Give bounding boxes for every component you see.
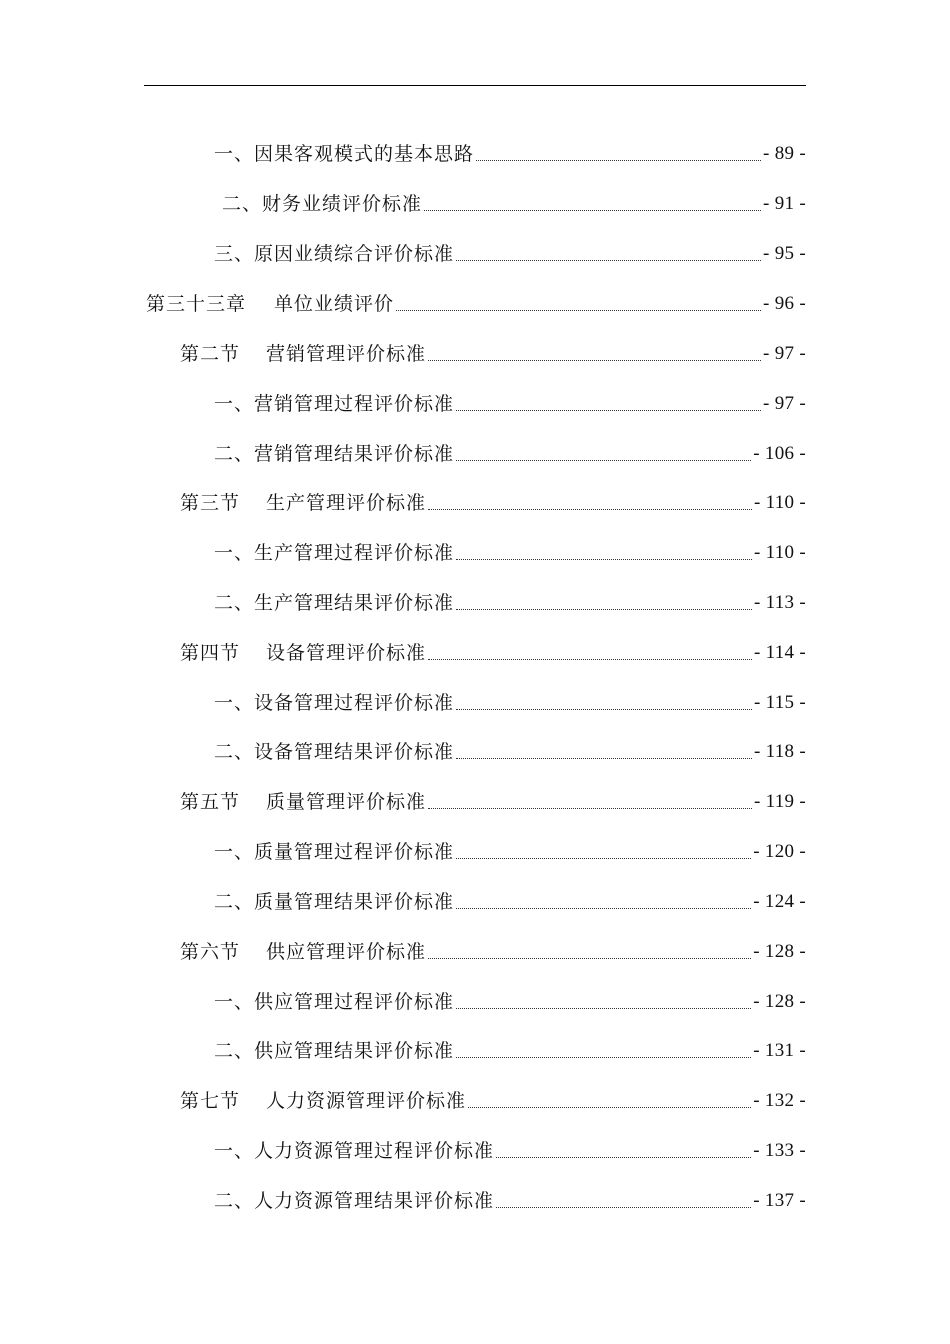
toc-entry-title: 营销管理评价标准 xyxy=(266,343,427,365)
toc-page-number: - 89 - xyxy=(763,143,806,164)
toc-entry-number: 二、 xyxy=(214,592,255,614)
toc-chapter-number: 第三十三章 xyxy=(146,293,247,315)
toc-entry-number: 二、 xyxy=(214,1040,255,1062)
dot-leader xyxy=(396,287,761,311)
toc-entry-label xyxy=(214,591,454,615)
toc-entry-title: 供应管理结果评价标准 xyxy=(254,1040,455,1062)
toc-entry-title: 设备管理评价标准 xyxy=(266,642,427,664)
toc-page-number: - 119 - xyxy=(753,791,806,812)
toc-entry-number: 三、 xyxy=(214,243,255,265)
toc-page-number: - 132 - xyxy=(753,1090,806,1111)
toc-entry-number: 一、 xyxy=(214,692,255,714)
toc-page-number: - 114 - xyxy=(753,642,806,663)
toc-page-number: - 115 - xyxy=(753,692,806,713)
dot-leader xyxy=(428,337,761,361)
toc-entry-title: 生产管理结果评价标准 xyxy=(254,592,455,614)
toc-entry-number: 二、 xyxy=(222,193,263,215)
dot-leader xyxy=(456,835,751,859)
toc-entry[interactable] xyxy=(214,984,806,1014)
toc-page-number: - 96 - xyxy=(763,293,806,314)
toc-entry-title: 财务业绩评价标准 xyxy=(262,193,423,215)
toc-entry-title: 生产管理评价标准 xyxy=(266,492,427,514)
toc-page-number: - 97 - xyxy=(763,393,806,414)
toc-page-number: - 110 - xyxy=(753,542,806,563)
toc-entry[interactable] xyxy=(214,685,806,715)
toc-page-number: - 124 - xyxy=(753,891,806,912)
toc-entry-number: 二、 xyxy=(214,741,255,763)
toc-entry-section[interactable] xyxy=(180,336,806,366)
dot-leader xyxy=(476,137,761,161)
toc-entry-label xyxy=(214,691,454,715)
toc-entry-label xyxy=(214,990,454,1014)
toc-page-number: - 128 - xyxy=(753,941,806,962)
toc-entry-label xyxy=(214,242,454,266)
toc-entry-label xyxy=(180,1089,466,1113)
toc-entry[interactable] xyxy=(214,1133,806,1163)
dot-leader xyxy=(456,1034,751,1058)
dot-leader xyxy=(424,187,761,211)
toc-entry-section[interactable] xyxy=(180,635,806,665)
toc-entry-title: 质量管理结果评价标准 xyxy=(254,891,455,913)
toc-entry-number: 一、 xyxy=(214,393,255,415)
toc-entry-label xyxy=(180,342,426,366)
toc-page-number: - 131 - xyxy=(753,1040,806,1061)
dot-leader xyxy=(496,1134,751,1158)
dot-leader xyxy=(456,387,761,411)
toc-entry[interactable] xyxy=(214,136,806,166)
dot-leader xyxy=(428,486,752,510)
toc-entry-label xyxy=(180,790,426,814)
toc-entry-label xyxy=(214,840,454,864)
dot-leader xyxy=(456,586,752,610)
toc-section-number: 第六节 xyxy=(180,941,241,963)
toc-entry-label xyxy=(214,890,454,914)
toc-entry-label xyxy=(180,940,426,964)
toc-entry-number: 一、 xyxy=(214,542,255,564)
toc-entry-number: 二、 xyxy=(214,1190,255,1212)
toc-page-number: - 120 - xyxy=(753,841,806,862)
dot-leader xyxy=(468,1084,751,1108)
dot-leader xyxy=(456,536,752,560)
toc-entry-number: 一、 xyxy=(214,1140,255,1162)
toc-page-number: - 133 - xyxy=(753,1140,806,1161)
toc-entry[interactable] xyxy=(214,236,806,266)
toc-entry-section[interactable] xyxy=(180,934,806,964)
toc-entry-title: 原因业绩综合评价标准 xyxy=(254,243,455,265)
toc-entry-label xyxy=(214,1189,494,1213)
dot-leader xyxy=(456,735,752,759)
toc-page-number: - 137 - xyxy=(753,1190,806,1211)
toc-entry-title: 供应管理过程评价标准 xyxy=(254,991,455,1013)
toc-entry-number: 一、 xyxy=(214,991,255,1013)
dot-leader xyxy=(428,935,751,959)
toc-page-number: - 97 - xyxy=(763,343,806,364)
toc-page-number: - 95 - xyxy=(763,243,806,264)
toc-entry-label xyxy=(214,740,454,764)
toc-entry-title: 营销管理结果评价标准 xyxy=(254,443,455,465)
toc-entry-title: 单位业绩评价 xyxy=(274,293,395,315)
toc-entry-title: 设备管理过程评价标准 xyxy=(254,692,455,714)
toc-page-number: - 110 - xyxy=(753,492,806,513)
toc-entry-title: 营销管理过程评价标准 xyxy=(254,393,455,415)
toc-page-number: - 128 - xyxy=(753,991,806,1012)
toc-entry-number: 二、 xyxy=(214,443,255,465)
toc-page-number: - 91 - xyxy=(763,193,806,214)
dot-leader xyxy=(496,1184,751,1208)
toc-entry-number: 一、 xyxy=(214,143,255,165)
toc-entry-title: 因果客观模式的基本思路 xyxy=(254,143,475,165)
dot-leader xyxy=(456,985,751,1009)
toc-page-number: - 106 - xyxy=(753,443,806,464)
toc-entry[interactable] xyxy=(214,884,806,914)
toc-entry-label xyxy=(214,541,454,565)
toc-section-number: 第三节 xyxy=(180,492,241,514)
dot-leader xyxy=(428,785,752,809)
toc-entry[interactable] xyxy=(222,186,806,216)
dot-leader xyxy=(428,636,752,660)
dot-leader xyxy=(456,885,751,909)
toc-entry-label xyxy=(214,142,474,166)
toc-page-number: - 113 - xyxy=(753,592,806,613)
toc-page-number: - 118 - xyxy=(753,741,806,762)
dot-leader xyxy=(456,686,752,710)
toc-entry-title: 设备管理结果评价标准 xyxy=(254,741,455,763)
dot-leader xyxy=(456,237,761,261)
toc-entry[interactable] xyxy=(214,1033,806,1063)
toc-entry[interactable] xyxy=(214,585,806,615)
toc-section-number: 第五节 xyxy=(180,791,241,813)
toc-entry-title: 人力资源管理评价标准 xyxy=(266,1090,467,1112)
toc-entry[interactable] xyxy=(214,386,806,416)
toc-entry-title: 质量管理评价标准 xyxy=(266,791,427,813)
toc-entry-label xyxy=(214,1039,454,1063)
toc-entry-number: 一、 xyxy=(214,841,255,863)
toc-entry[interactable] xyxy=(214,1183,806,1213)
toc-entry-section[interactable] xyxy=(180,784,806,814)
toc-entry[interactable] xyxy=(214,734,806,764)
toc-entry-label xyxy=(222,192,422,216)
toc-section-number: 第七节 xyxy=(180,1090,241,1112)
toc-entry[interactable] xyxy=(214,535,806,565)
toc-entry-label xyxy=(214,1139,494,1163)
toc-entry-label xyxy=(146,292,394,316)
toc-entry-label xyxy=(180,641,426,665)
toc-entry-title: 供应管理评价标准 xyxy=(266,941,427,963)
toc-entry-chapter[interactable] xyxy=(146,286,806,316)
toc-entry-title: 生产管理过程评价标准 xyxy=(254,542,455,564)
toc-section-number: 第四节 xyxy=(180,642,241,664)
toc-entry-label xyxy=(214,392,454,416)
toc-section-number: 第二节 xyxy=(180,343,241,365)
toc-entry-section[interactable] xyxy=(180,1083,806,1113)
toc-entry-label xyxy=(180,491,426,515)
toc-entry-title: 人力资源管理过程评价标准 xyxy=(254,1140,495,1162)
dot-leader xyxy=(456,437,751,461)
toc-entry-number: 二、 xyxy=(214,891,255,913)
toc-entry[interactable] xyxy=(214,834,806,864)
toc-entry-title: 质量管理过程评价标准 xyxy=(254,841,455,863)
toc-entry-title: 人力资源管理结果评价标准 xyxy=(254,1190,495,1212)
toc-entry-label xyxy=(214,442,454,466)
toc-entry-section[interactable] xyxy=(180,485,806,515)
toc-entry[interactable] xyxy=(214,436,806,466)
